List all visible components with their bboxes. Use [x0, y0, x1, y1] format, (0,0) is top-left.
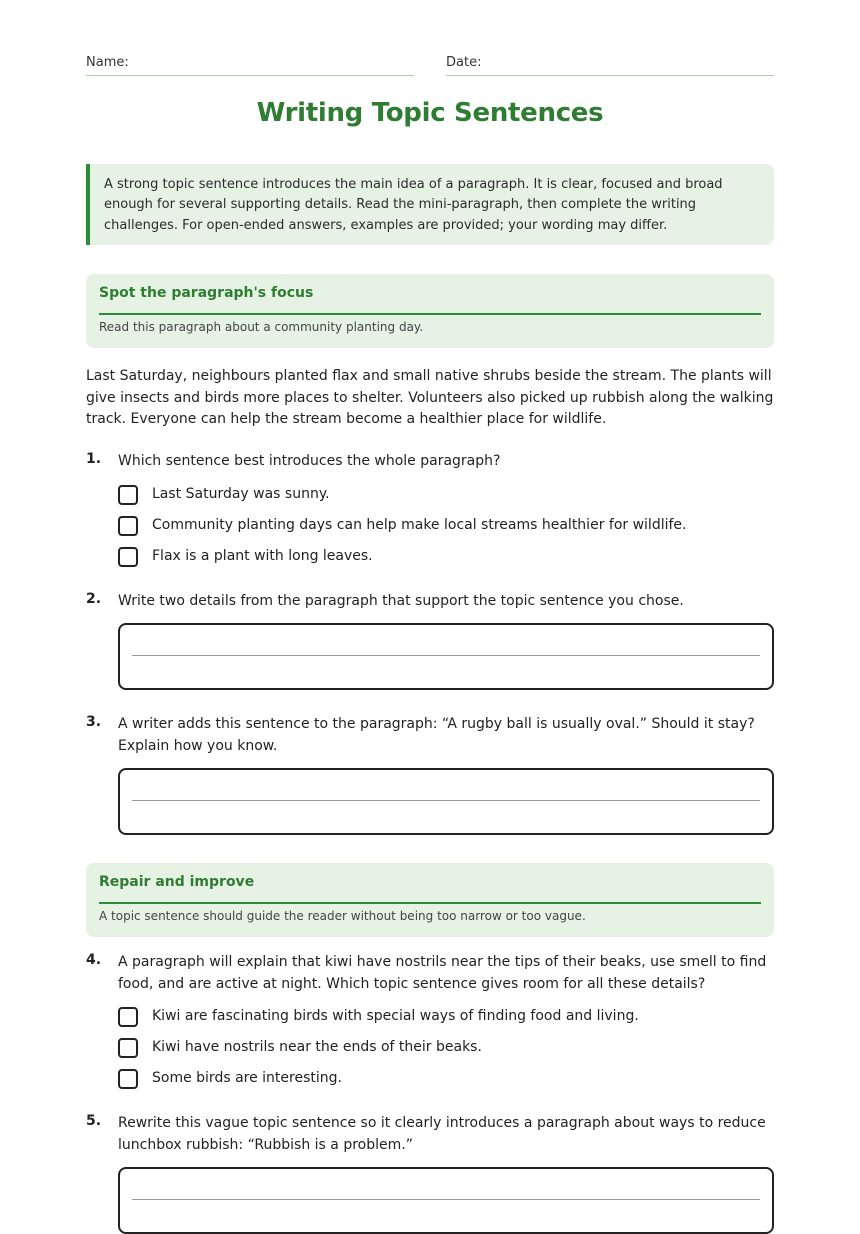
name-label: Name:	[86, 55, 129, 70]
answer-box-q2[interactable]	[118, 623, 774, 690]
q1-option-3[interactable]	[118, 547, 774, 571]
question-number: 2.	[86, 591, 102, 607]
q4-option-1[interactable]	[118, 1007, 774, 1031]
intro-callout: A strong topic sentence introduces the main idea of a paragraph. It is clear, focused and broad enough for several supporting details. Read the mini-paragraph, then complete the writing challenges. For open-ended answers, examples are provided; your wording may differ.	[86, 164, 774, 245]
answer-line	[132, 800, 760, 801]
question-text: A paragraph will explain that kiwi have nostrils near the tips of their beaks, use smell to find food, and are active at night. Which topic sentence gives room for all these details?	[118, 954, 767, 992]
option-label: Last Saturday was sunny.	[152, 486, 330, 502]
question-number: 4.	[86, 952, 102, 968]
q1-option-1[interactable]	[118, 485, 774, 509]
answer-box-q3[interactable]	[118, 768, 774, 835]
question-number: 5.	[86, 1113, 102, 1129]
checkbox[interactable]	[118, 547, 138, 567]
checkbox[interactable]	[118, 485, 138, 505]
question-text: Rewrite this vague topic sentence so it clearly introduces a paragraph about ways to reduce lunchbox rubbish: “Rubbish is a problem.”	[118, 1115, 766, 1153]
q1-option-2[interactable]	[118, 516, 774, 540]
option-label: Flax is a plant with long leaves.	[152, 548, 373, 564]
checkbox[interactable]	[118, 1007, 138, 1027]
section-title: Repair and improve	[99, 874, 761, 904]
question-text: A writer adds this sentence to the paragraph: “A rugby ball is usually oval.” Should it stay? Explain how you know.	[118, 716, 755, 754]
option-label: Kiwi have nostrils near the ends of their beaks.	[152, 1039, 482, 1055]
section-header-focus	[86, 274, 774, 348]
date-field[interactable]	[446, 54, 774, 76]
answer-line	[132, 1199, 760, 1200]
checkbox[interactable]	[118, 1069, 138, 1089]
section-subtitle: A topic sentence should guide the reader without being too narrow or too vague.	[99, 909, 586, 923]
answer-line	[132, 655, 760, 656]
section-header-repair	[86, 863, 774, 937]
date-label: Date:	[446, 55, 482, 70]
question-number: 3.	[86, 714, 102, 730]
option-label: Community planting days can help make local streams healthier for wildlife.	[152, 517, 687, 533]
q4-option-2[interactable]	[118, 1038, 774, 1062]
mini-paragraph: Last Saturday, neighbours planted flax and small native shrubs beside the stream. The plants will give insects and birds more places to shelter. Volunteers also picked up rubbish along the walking track. Everyone can help the stream become a healthier place for wildlife.	[86, 368, 774, 427]
page-title: Writing Topic Sentences	[256, 98, 604, 128]
question-text: Write two details from the paragraph that support the topic sentence you chose.	[118, 593, 684, 609]
answer-box-q5[interactable]	[118, 1167, 774, 1234]
q4-option-3[interactable]	[118, 1069, 774, 1093]
section-subtitle: Read this paragraph about a community planting day.	[99, 320, 424, 334]
question-text: Which sentence best introduces the whole paragraph?	[118, 453, 501, 469]
question-number: 1.	[86, 451, 102, 467]
checkbox[interactable]	[118, 516, 138, 536]
option-label: Kiwi are fascinating birds with special ways of finding food and living.	[152, 1008, 639, 1024]
section-title: Spot the paragraph's focus	[99, 285, 761, 315]
option-label: Some birds are interesting.	[152, 1070, 342, 1086]
name-field[interactable]	[86, 54, 414, 76]
checkbox[interactable]	[118, 1038, 138, 1058]
header-fields	[86, 54, 774, 76]
